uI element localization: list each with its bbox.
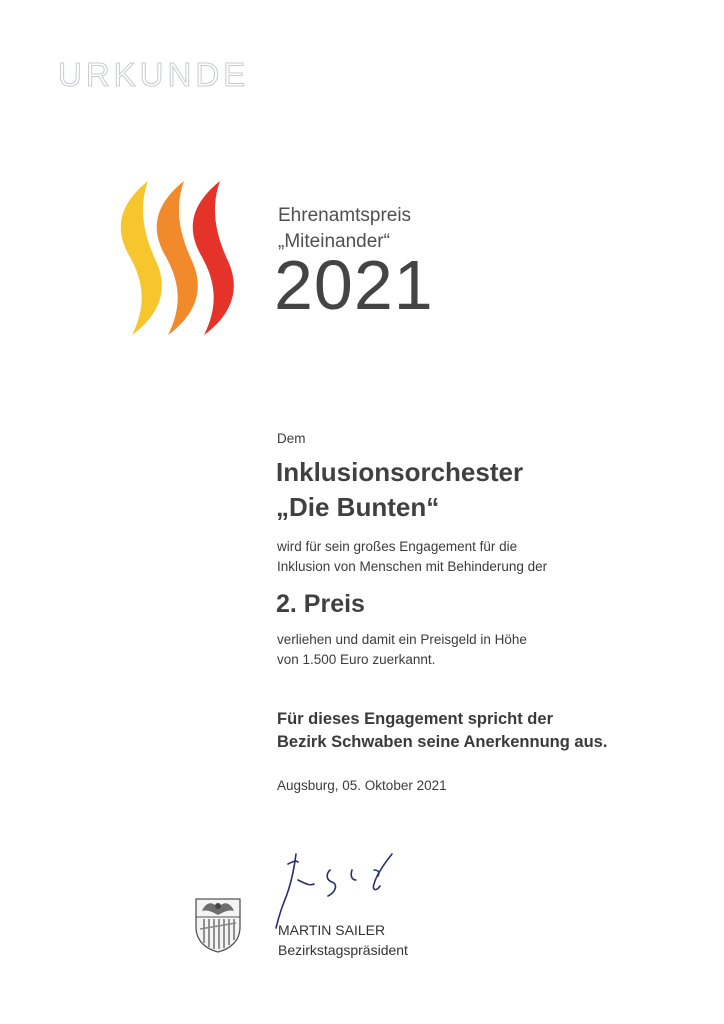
recognition-line1: Für dieses Engagement spricht der	[277, 710, 553, 728]
prize-title: 2. Preis	[276, 590, 365, 618]
coat-of-arms-icon	[192, 893, 244, 953]
flame-red	[193, 181, 234, 335]
recognition-line2: Bezirk Schwaben seine Anerkennung aus.	[277, 733, 608, 751]
document-title: URKUNDE	[58, 56, 250, 93]
award-name-line1: Ehrenamtspreis	[278, 205, 412, 226]
money-line2: von 1.500 Euro zuerkannt.	[277, 652, 436, 667]
recipient-line1: Inklusionsorchester	[276, 457, 524, 487]
recipient-name	[276, 455, 523, 525]
signer-title: Bezirkstagspräsident	[278, 942, 408, 958]
flame-logo-icon	[110, 175, 260, 340]
money-line1: verliehen und damit ein Preisgeld in Höhe	[277, 632, 527, 647]
prize-money-text	[277, 630, 527, 670]
place-date: Augsburg, 05. Oktober 2021	[277, 778, 447, 793]
signer-name: MARTIN SAILER	[278, 922, 386, 938]
intro-text: Dem	[277, 431, 306, 446]
reason-line2: Inklusion von Menschen mit Behinderung der	[277, 559, 548, 574]
award-name-line2: „Miteinander“	[278, 231, 390, 252]
flame-yellow	[121, 181, 162, 335]
handwritten-signature	[270, 840, 410, 930]
reason-line1: wird für sein großes Engagement für die	[277, 539, 518, 554]
recognition-text	[277, 708, 607, 754]
flame-orange	[157, 181, 198, 335]
recipient-line2: „Die Bunten“	[276, 492, 440, 522]
award-year: 2021	[274, 246, 434, 324]
reason-text	[277, 537, 547, 577]
